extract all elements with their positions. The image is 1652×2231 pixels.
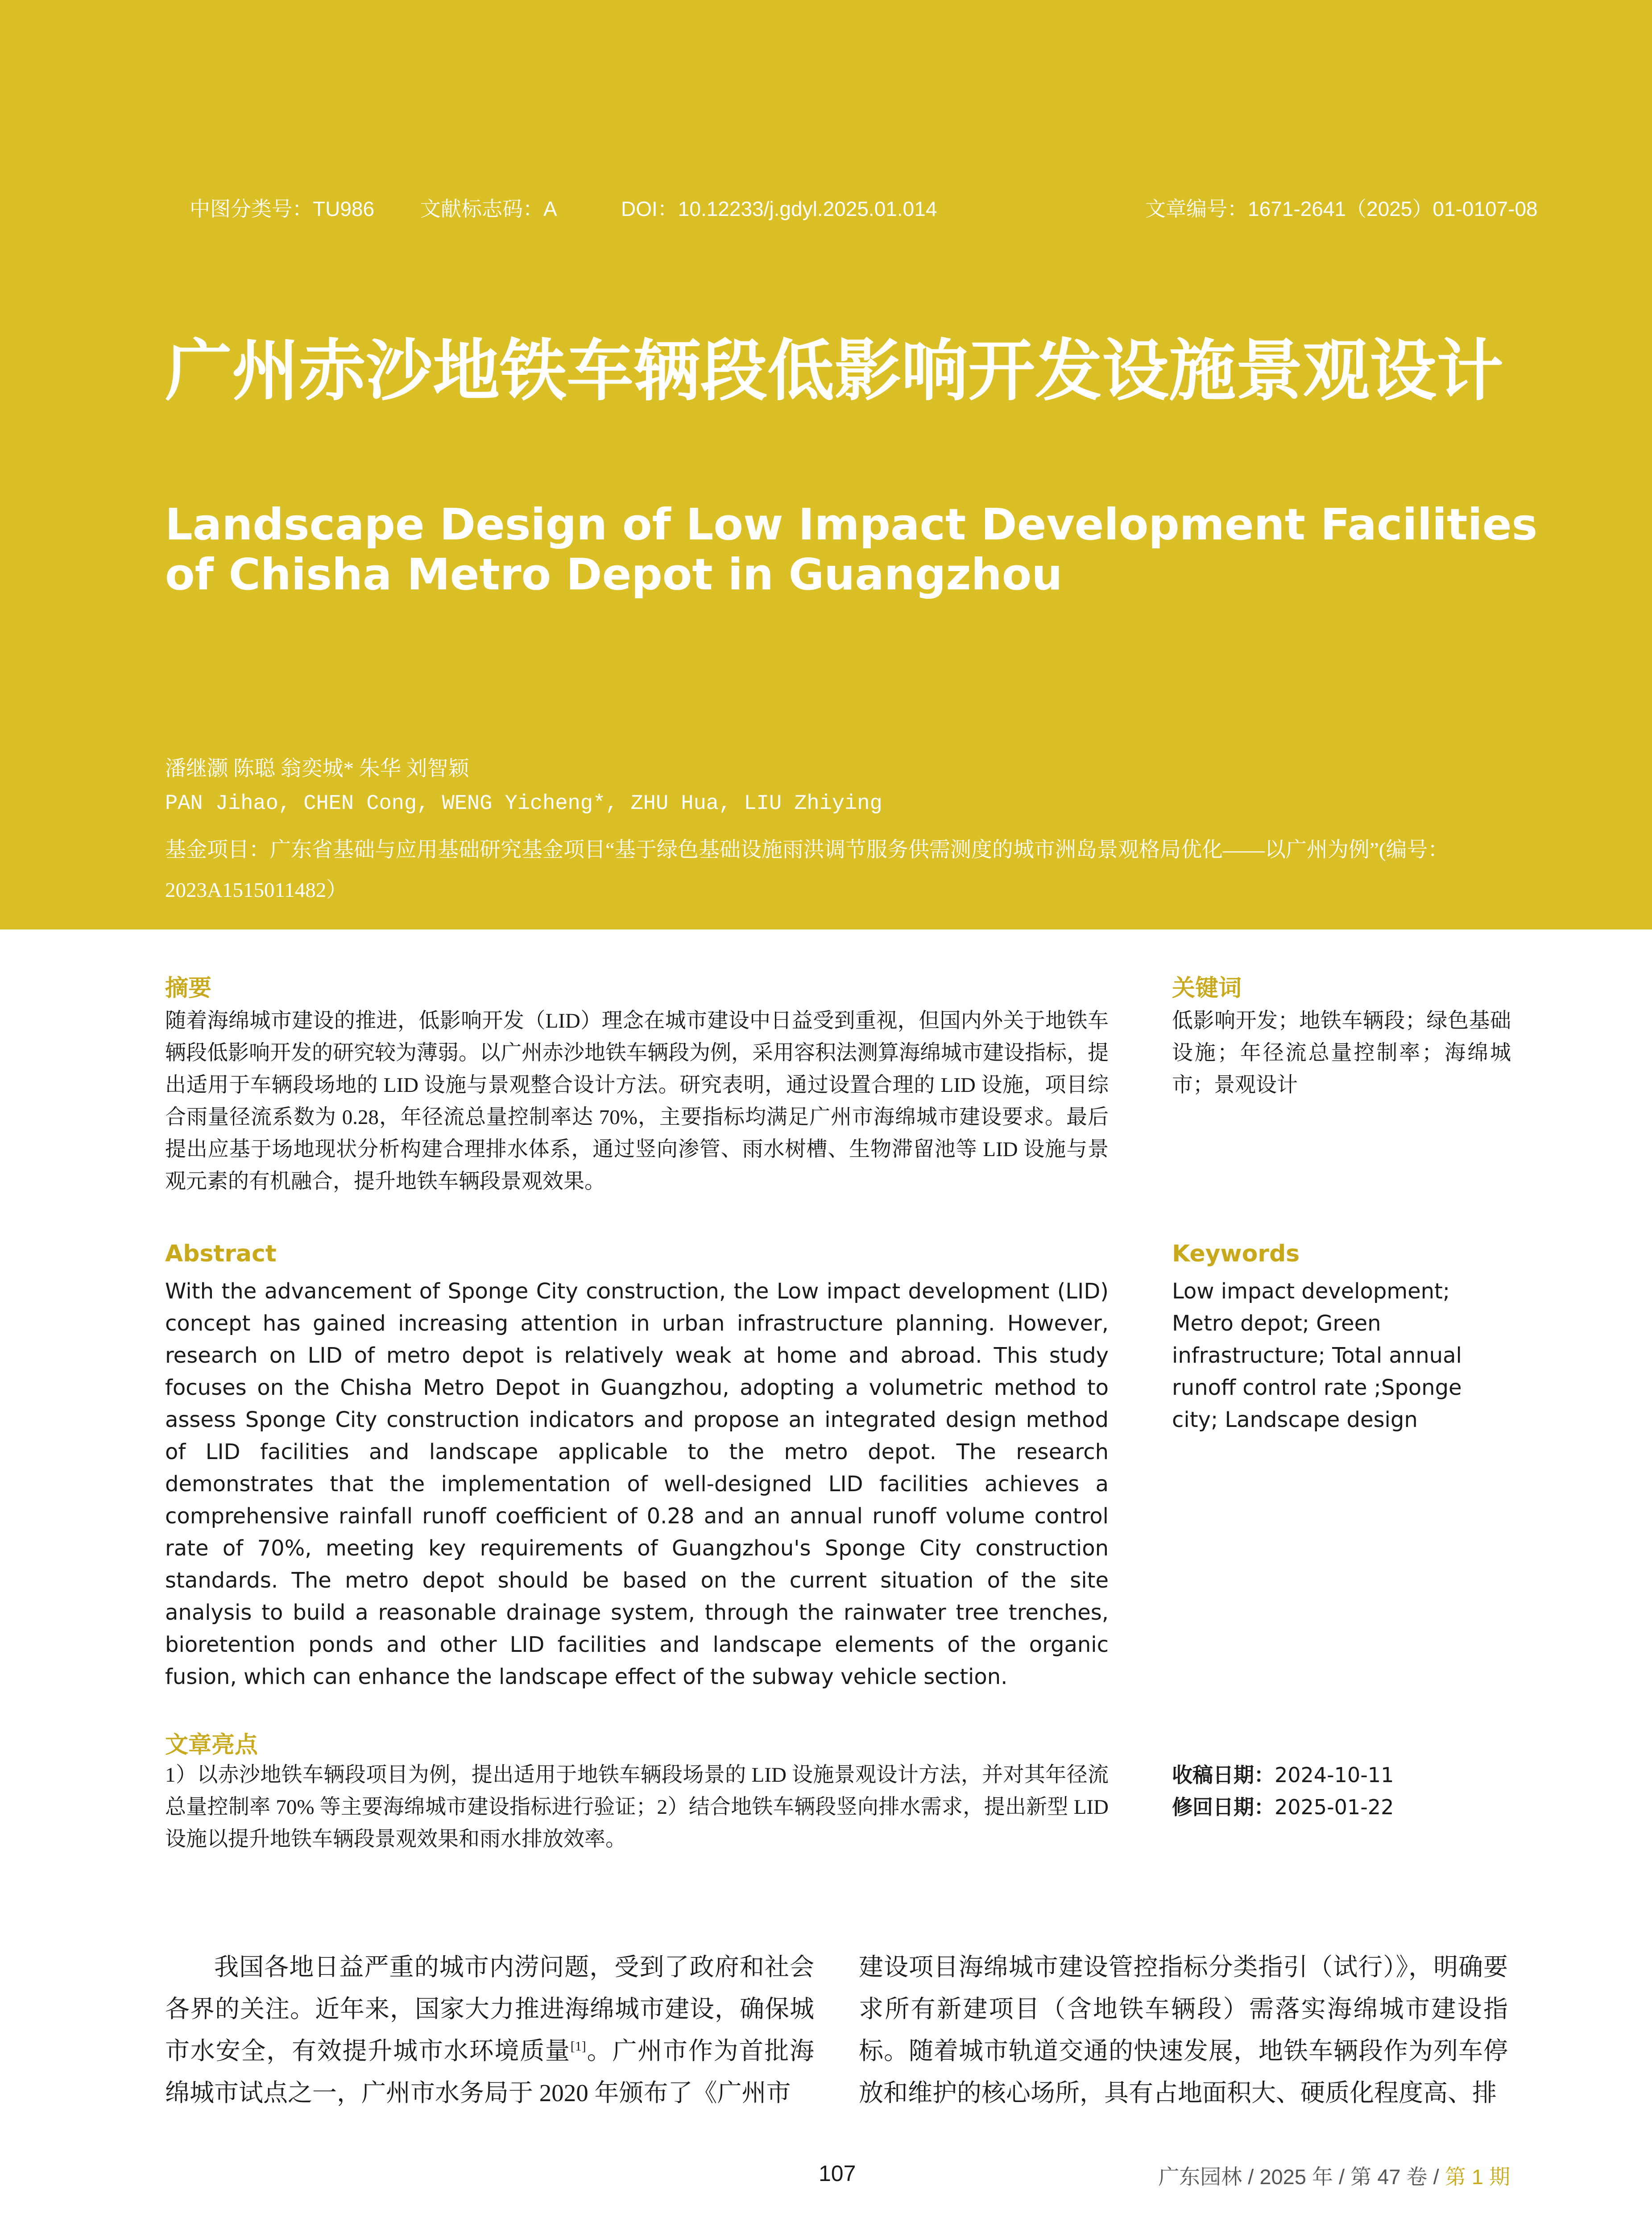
highlights-text: 1）以赤沙地铁车辆段项目为例，提出适用于地铁车辆段场景的 LID 设施景观设计方法，并对其年径流总量控制率 70% 等主要海绵城市建设指标进行验证；2）结合地铁车辆段竖向排水需求，提出新型 LID 设施以提升地铁车辆段景观效果和雨水排放效率。 [165, 1763, 1109, 1851]
authors-chinese: 潘继灏 陈聪 翁奕城* 朱华 刘智颖 [165, 757, 469, 780]
abstract-en-heading: Abstract [165, 1240, 277, 1267]
keywords-en-heading: Keywords [1172, 1240, 1300, 1267]
fund-info: 基金项目：广东省基础与应用基础研究基金项目“基于绿色基础设施雨洪调节服务供需测度的城市洲岛景观格局优化——以广州为例”(编号：2023A1515011482） [165, 838, 1449, 902]
abstract-zh-heading: 摘要 [165, 975, 212, 1002]
keywords-en-text: Low impact development; Metro depot; Green infrastructure; Total annual runoff control rate ;Sponge city; Landscape design [1172, 1279, 1462, 1432]
header-band [0, 0, 1652, 929]
clc-number: 中图分类号：TU986 [190, 197, 375, 220]
abstract-zh-text: 随着海绵城市建设的推进，低影响开发（LID）理念在城市建设中日益受到重视，但国内外关于地铁车辆段低影响开发的研究较为薄弱。以广州赤沙地铁车辆段为例，采用容积法测算海绵城市建设指标，提出适用于车辆段场地的 LID 设施与景观整合设计方法。研究表明，通过设置合理的 LID 设施，项目综合雨量径流系数为 0.28，年径流总量控制率达 70%，主要指标均满足广州市海绵城市建设要求。最后提出应基于场地现状分析构建合理排水体系，通过竖向渗管、雨水树槽、生物滞留池等 LID 设施与景观元素的有机融合，提升地铁车辆段景观效果。 [165, 1009, 1109, 1193]
title-chinese: 广州赤沙地铁车辆段低影响开发设施景观设计 [165, 332, 1504, 410]
page-number: 107 [819, 2161, 856, 2186]
keywords-zh-heading: 关键词 [1172, 975, 1242, 1002]
journal-info: 广东园林 / 2025 年 / 第 47 卷 / 第 1 期 [1158, 2165, 1510, 2189]
authors-english: PAN Jihao, CHEN Cong, WENG Yicheng*, ZHU Hua, LIU Zhiying [165, 792, 882, 816]
article-number: 文章编号：1671-2641（2025）01-0107-08 [1145, 197, 1538, 220]
document-code: 文献标志码：A [420, 197, 557, 220]
issue-number: 第 1 期 [1445, 2165, 1510, 2189]
abstract-en-text: With the advancement of Sponge City construction, the Low impact development (LID) concept has gained increasing attention in urban infrastructure planning. However, research on LID of metro depot is relatively weak at home and abroad. This study focuses on the Chisha Metro Depot in Guangzhou, adopting a volumetric method to assess Sponge City construction indicators and propose an integrated design method of LID facilities and landscape applicable to the metro depot. The research demonstrates that the implementation of well-designed LID facilities achieves a comprehensive rainfall runoff coefficient of 0.28 and an annual runoff volume control rate of 70%, meeting key requirements of Guangzhou's Sponge City construction standards. The metro depot should be based on the current situation of the site analysis to build a reasonable drainage system, through the rainwater tree trenches, bioretention ponds and other LID facilities and landscape elements of the organic fusion, which can enhance the landscape effect of the subway vehicle section. [165, 1279, 1109, 1689]
keywords-zh-text: 低影响开发；地铁车辆段；绿色基础设施；年径流总量控制率；海绵城市；景观设计 [1172, 1009, 1511, 1097]
highlights-heading: 文章亮点 [165, 1732, 258, 1758]
doi[interactable]: DOI：10.12233/j.gdyl.2025.01.014 [621, 197, 937, 220]
body-column-1: 我国各地日益严重的城市内涝问题，受到了政府和社会各界的关注。近年来，国家大力推进海绵城市建设，确保城市水安全，有效提升城市水环境质量[1]。广州市作为首批海绵城市试点之一，广州市水务局于 2020 年颁布了《广州市 [165, 1953, 814, 2107]
citation-ref[interactable]: [1] [570, 2039, 586, 2054]
title-english: Landscape Design of Low Impact Development Facilities of Chisha Metro Depot in Guangzhou [165, 499, 1538, 600]
revised-date: 修回日期：2025-01-22 [1172, 1795, 1394, 1819]
dates-block [1172, 1759, 1394, 1823]
body-column-2: 建设项目海绵城市建设管控指标分类指引（试行）》，明确要求所有新建项目（含地铁车辆段）需落实海绵城市建设指标。随着城市轨道交通的快速发展，地铁车辆段作为列车停放和维护的核心场所，具有占地面积大、硬质化程度高、排 [859, 1953, 1508, 2107]
received-date: 收稿日期：2024-10-11 [1172, 1763, 1394, 1787]
